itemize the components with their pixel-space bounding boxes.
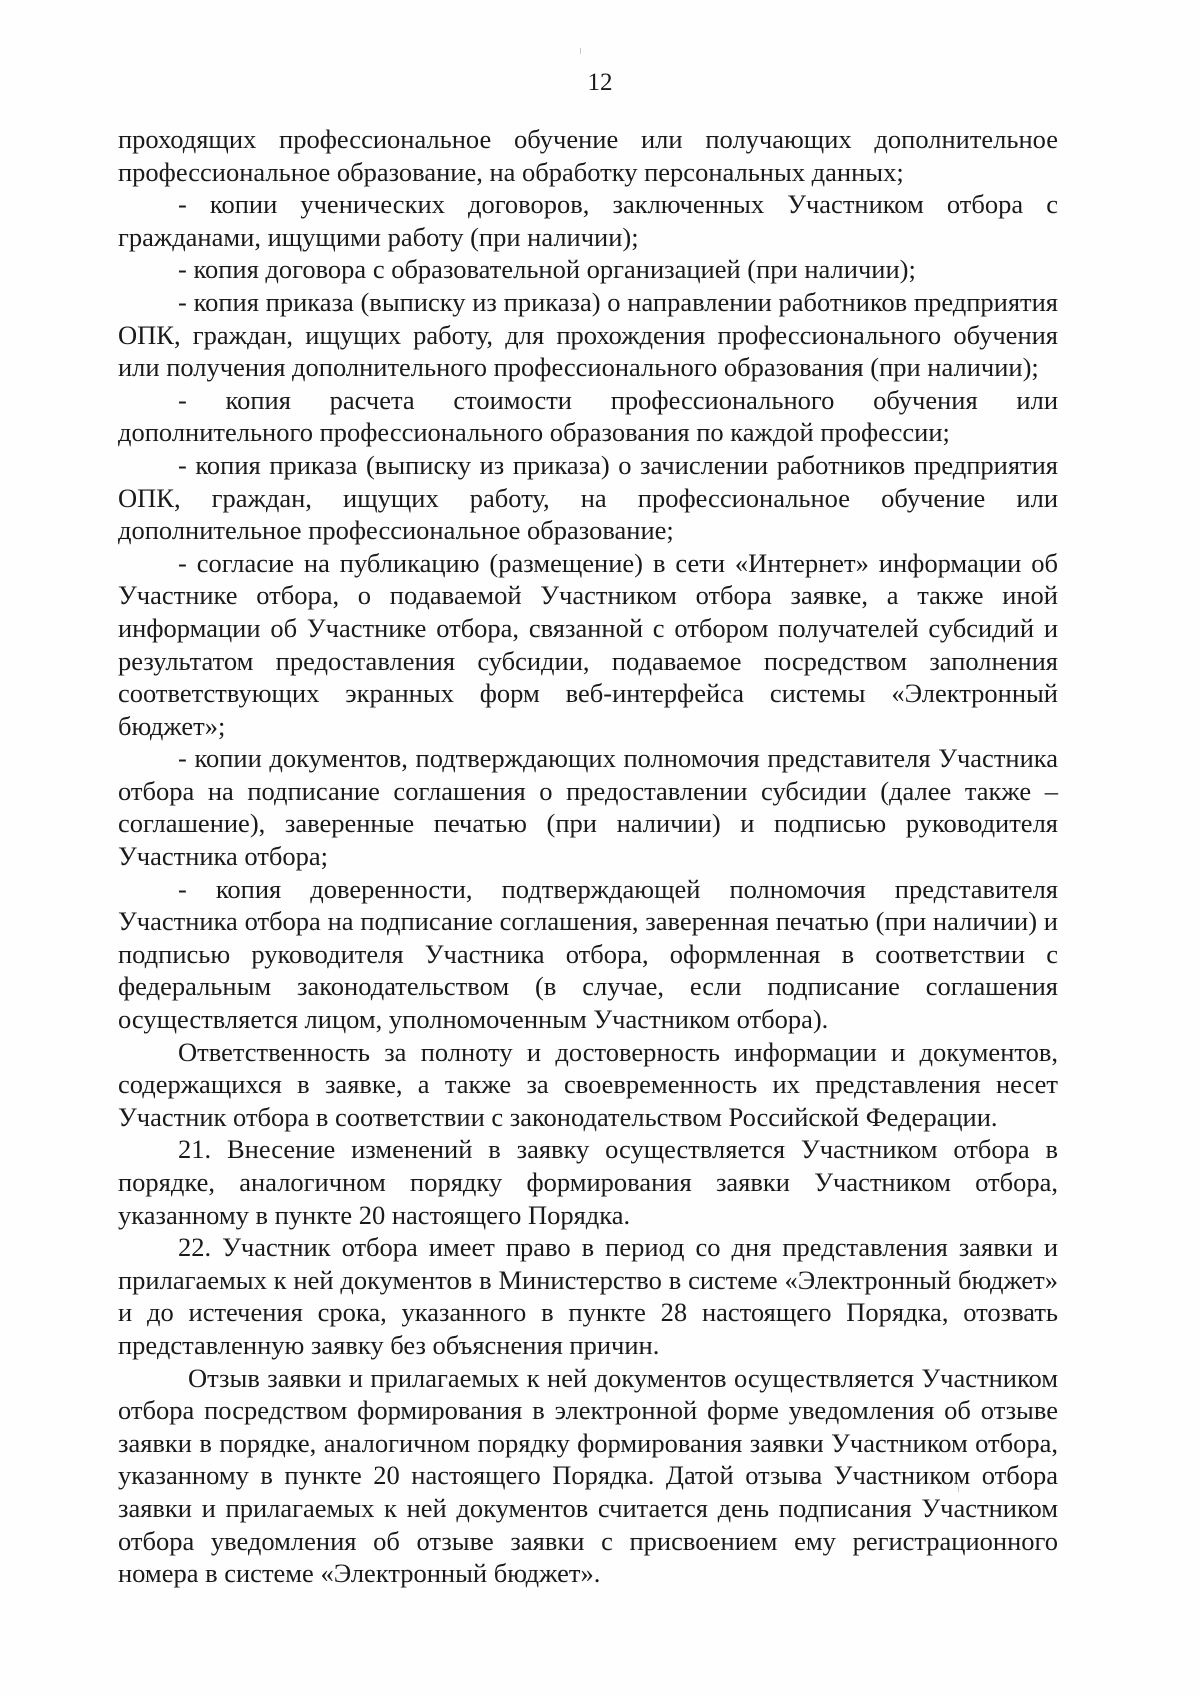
document-body <box>118 123 1058 1590</box>
paragraph-6: - копия приказа (выписку из приказа) о зачислении работников предприятия ОПК, граждан, ищущих работу, на профессиональное обучение или дополнительное профессиональное образование; <box>118 449 1058 546</box>
scan-mark <box>580 48 581 54</box>
paragraph-12: 22. Участник отбора имеет право в период со дня представления заявки и прилагаемых к ней документов в Министерство в системе «Электронный бюджет» и до истечения срока, указанного в пункте 28 настоящего Порядка, отозвать представленную заявку без объяснения причин. <box>118 1232 1058 1360</box>
paragraph-5: - копия расчета стоимости профессионального обучения или дополнительного профессионального образования по каждой профессии; <box>118 384 1058 448</box>
paragraph-1: проходящих профессиональное обучение или получающих дополнительное профессиональное образование, на обработку персональных данных; <box>118 124 1058 187</box>
paragraph-3: - копия договора с образовательной организацией (при наличии); <box>178 254 916 285</box>
paragraph-11: 21. Внесение изменений в заявку осуществляется Участником отбора в порядке, аналогичном порядку формирования заявки Участником отбора, указанному в пункте 20 настоящего Порядка. <box>118 1134 1058 1230</box>
paragraph-8: - копии документов, подтверждающих полномочия представителя Участника отбора на подписание соглашения о предоставлении субсидии (далее также – соглашение), заверенные печатью (при наличии) и подписью руководителя Участника отбора; <box>118 743 1058 872</box>
paragraph-7: - согласие на публикацию (размещение) в сети «Интернет» информации об Участнике отбора, о подаваемой Участником отбора заявке, а также иной информации об Участнике отбора, связанной с отбором получателей субсидий и результатом предоставления субсидии, подаваемое посредством заполнения соответствующих экранных форм веб-интерфейса системы «Электронный бюджет»; <box>118 547 1058 741</box>
paragraph-2: - копии ученических договоров, заключенных Участником отбора с гражданами, ищущими работу (при наличии); <box>118 189 1058 252</box>
paragraph-13: Отзыв заявки и прилагаемых к ней документов осуществляется Участником отбора посредством формирования в электронной форме уведомления об отзыве заявки в порядке, аналогичном порядку формирования заявки Участником отбора, указанному в пункте 20 настоящего Порядка. Датой отзыва Участником отбора заявки и прилагаемых к ней документов считается день подписания Участником отбора уведомления об отзыве заявки с присвоением ему регистрационного номера в системе «Электронный бюджет». <box>118 1362 1058 1589</box>
paragraph-4: - копия приказа (выписку из приказа) о направлении работников предприятия ОПК, граждан, ищущих работу, для прохождения профессионального обучения или получения дополнительного профессионального образования (при наличии); <box>118 286 1058 383</box>
page-number: 12 <box>587 69 613 96</box>
paragraph-10: Ответственность за полноту и достоверность информации и документов, содержащихся в заявке, а также за своевременность их представления несет Участник отбора в соответствии с законодательством Российской Федерации. <box>118 1036 1058 1132</box>
paragraph-9: - копия доверенности, подтверждающей полномочия представителя Участника отбора на подписание соглашения, заверенная печатью (при наличии) и подписью руководителя Участника отбора, оформленная в соответствии с федеральным законодательством (в случае, если подписание соглашения осуществляется лицом, уполномоченным Участником отбора). <box>118 873 1058 1035</box>
